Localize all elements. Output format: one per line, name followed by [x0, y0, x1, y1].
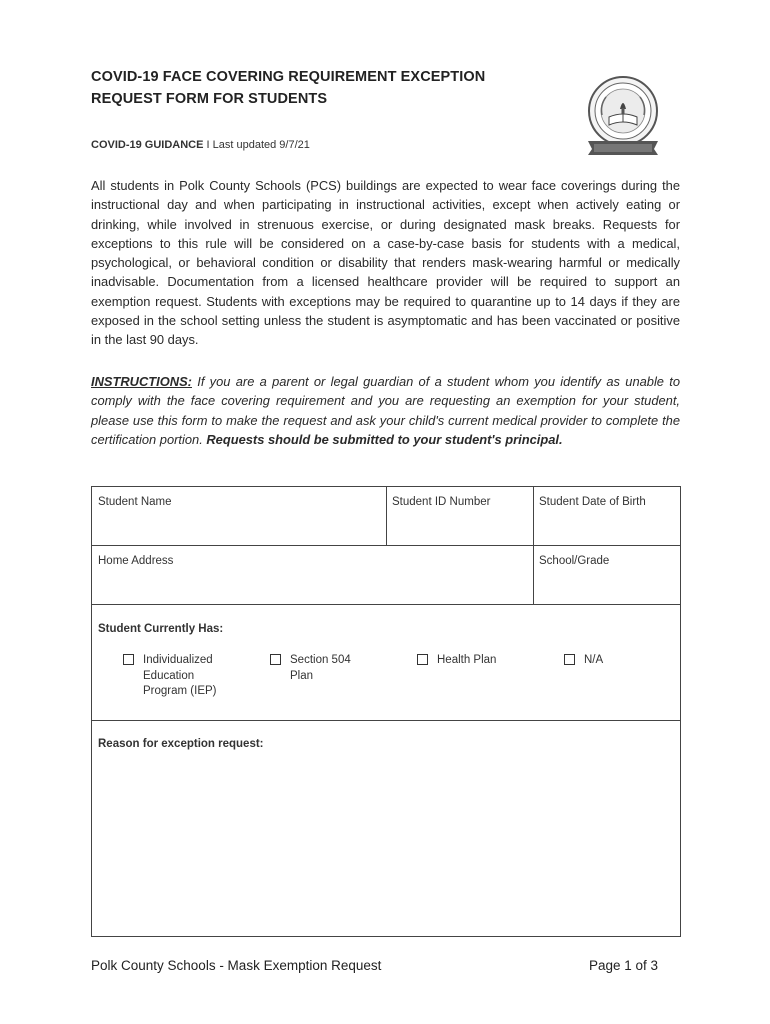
footer-title: Polk County Schools - Mask Exemption Request: [91, 958, 382, 973]
na-option-label: [584, 653, 603, 669]
exception-request-form: [91, 486, 681, 937]
iep-line-2: Education: [143, 669, 195, 682]
school-grade-field[interactable]: School/Grade: [539, 555, 610, 567]
title-line-2: REQUEST FORM FOR STUDENTS: [91, 91, 328, 107]
divider: [92, 545, 680, 546]
student-id-field[interactable]: Student ID Number: [392, 496, 491, 508]
date-of-birth-field[interactable]: Student Date of Birth: [539, 496, 646, 508]
guidance-separator: I: [203, 139, 213, 151]
last-updated: Last updated 9/7/21: [212, 139, 310, 151]
page-title: [91, 66, 561, 110]
intro-paragraph: All students in Polk County Schools (PCS) buildings are expected to wear face coverings during the instructional day and when participating in instructional activities, except when actively eating or drinking, while involved in strenuous exercise, or during designated mask breaks. Requests for exceptions to this rule will be considered on a case-by-case basis for students with a medical, psychological, or behavioral condition or disability that renders mask-wearing harmful or medically inadvisable. Documentation from a licensed healthcare provider will be required to support an exemption request. Students with exceptions may be required to quarantine up to 14 days if they are exposed in the school setting unless the student is asymptomatic and has been vaccinated or positive in the last 90 days.: [91, 178, 680, 348]
polk-county-schools-seal-icon: [582, 75, 664, 161]
instructions-paragraph: [91, 372, 680, 450]
instructions-emphasis: Requests should be submitted to your student's principal.: [206, 432, 563, 448]
divider: [533, 487, 534, 605]
section-504-option-label: [290, 653, 351, 684]
home-address-field[interactable]: Home Address: [98, 555, 174, 567]
reason-for-exception-field[interactable]: Reason for exception request:: [98, 738, 264, 750]
divider: [92, 720, 680, 721]
student-currently-has-label: Student Currently Has:: [98, 623, 224, 635]
section-504-line-2: Plan: [290, 669, 314, 682]
instructions-label: INSTRUCTIONS:: [91, 374, 192, 389]
iep-checkbox[interactable]: [123, 654, 134, 665]
iep-line-1: Individualized: [143, 654, 213, 666]
divider: [92, 604, 680, 605]
na-checkbox[interactable]: [564, 654, 575, 665]
guidance-label: COVID-19 GUIDANCE: [91, 139, 204, 151]
guidance-line: [91, 139, 310, 151]
health-plan-line-1: Health Plan: [437, 654, 497, 666]
instructions-text: If you are a parent or legal guardian of a student whom you identify as unable to comply with the face covering requirement and you are requesting an exemption for your student, please use this form to make the request and ask your child's current medical provider to complete the certification portion.: [91, 374, 680, 448]
health-plan-option-label: [437, 653, 496, 669]
na-line-1: N/A: [584, 654, 604, 666]
divider: [386, 487, 387, 546]
section-504-checkbox[interactable]: [270, 654, 281, 665]
title-line-1: COVID-19 FACE COVERING REQUIREMENT EXCEPTION: [91, 69, 486, 85]
health-plan-checkbox[interactable]: [417, 654, 428, 665]
student-name-field[interactable]: Student Name: [98, 496, 172, 508]
page-number: Page 1 of 3: [589, 958, 659, 973]
iep-option-label: [143, 653, 217, 700]
iep-line-3: Program (IEP): [143, 685, 217, 697]
section-504-line-1: Section 504: [290, 654, 351, 666]
